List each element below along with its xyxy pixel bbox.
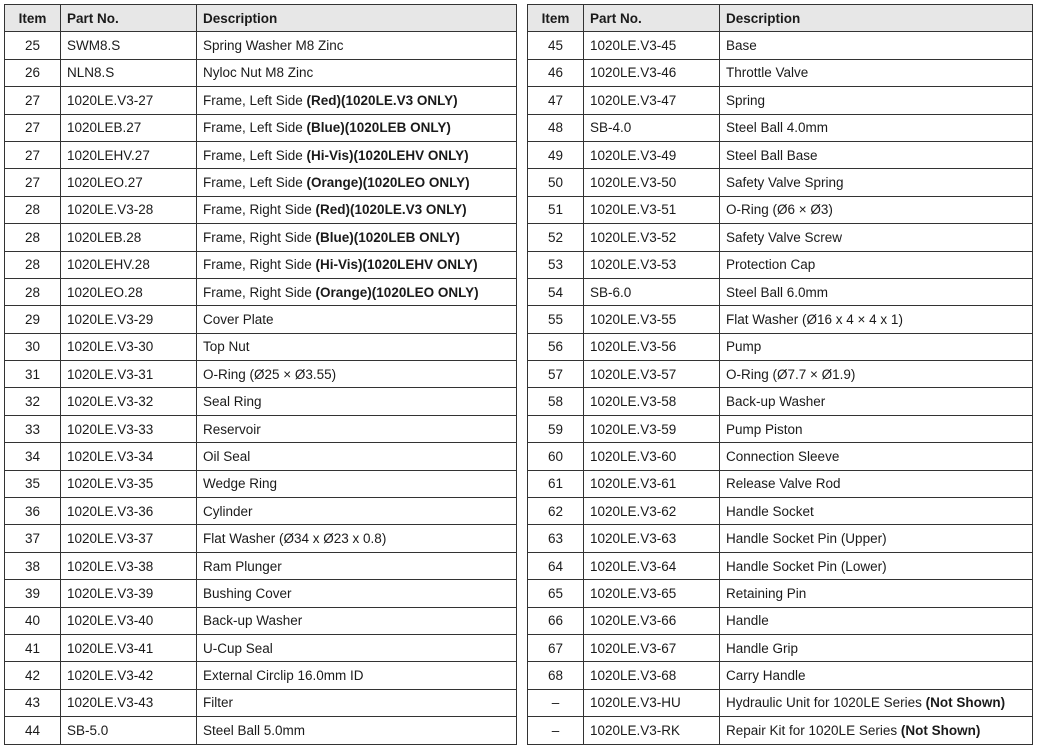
part-number-cell: 1020LE.V3-40 <box>61 607 197 634</box>
description-text: Wedge Ring <box>203 476 278 492</box>
column-header-part-no: Part No. <box>584 5 720 32</box>
description-text: Frame, Right Side <box>203 257 316 273</box>
table-row <box>528 333 1033 360</box>
table-row <box>528 580 1033 607</box>
table-row <box>528 552 1033 579</box>
description-cell <box>197 224 517 251</box>
table-row <box>5 552 517 579</box>
description-text: Handle Socket <box>726 503 814 519</box>
description-text: O-Ring (Ø7.7 × Ø1.9) <box>726 366 856 382</box>
description-cell <box>720 717 1033 744</box>
part-number-cell: 1020LE.V3-66 <box>584 607 720 634</box>
part-number-cell: 1020LE.V3-62 <box>584 498 720 525</box>
part-number-cell: 1020LEHV.28 <box>61 251 197 278</box>
description-cell <box>197 361 517 388</box>
description-emphasis: (Blue)(1020LEB ONLY) <box>315 229 460 245</box>
table-row <box>528 717 1033 744</box>
parts-table-left-body <box>5 32 517 744</box>
description-text: Back-up Washer <box>726 394 826 410</box>
item-cell: 37 <box>5 525 61 552</box>
part-number-cell: 1020LE.V3-36 <box>61 498 197 525</box>
part-number-cell: 1020LE.V3-HU <box>584 689 720 716</box>
item-cell: 47 <box>528 87 584 114</box>
part-number-cell: 1020LE.V3-41 <box>61 634 197 661</box>
item-cell: 42 <box>5 662 61 689</box>
description-cell <box>197 278 517 305</box>
part-number-cell: 1020LEB.28 <box>61 224 197 251</box>
description-cell <box>197 415 517 442</box>
part-number-cell: 1020LE.V3-46 <box>584 59 720 86</box>
item-cell: 28 <box>5 224 61 251</box>
table-row <box>528 141 1033 168</box>
item-cell: 45 <box>528 32 584 59</box>
table-row <box>5 278 517 305</box>
description-text: Cover Plate <box>203 311 274 327</box>
description-cell <box>720 306 1033 333</box>
part-number-cell: 1020LE.V3-30 <box>61 333 197 360</box>
description-text: Steel Ball 4.0mm <box>726 120 829 136</box>
description-text: Hydraulic Unit for 1020LE Series <box>726 695 926 711</box>
description-cell <box>720 443 1033 470</box>
description-cell <box>720 580 1033 607</box>
part-number-cell: 1020LE.V3-45 <box>584 32 720 59</box>
item-cell: 29 <box>5 306 61 333</box>
item-cell: 28 <box>5 251 61 278</box>
part-number-cell: 1020LE.V3-42 <box>61 662 197 689</box>
item-cell: 49 <box>528 141 584 168</box>
description-text: Throttle Valve <box>726 65 809 81</box>
table-row <box>5 251 517 278</box>
part-number-cell: 1020LE.V3-43 <box>61 689 197 716</box>
description-text: Frame, Left Side <box>203 120 307 136</box>
item-cell: 60 <box>528 443 584 470</box>
description-text: Spring <box>726 92 766 108</box>
description-cell <box>720 689 1033 716</box>
part-number-cell: 1020LE.V3-35 <box>61 470 197 497</box>
part-number-cell: 1020LE.V3-29 <box>61 306 197 333</box>
item-cell: 43 <box>5 689 61 716</box>
description-cell <box>720 59 1033 86</box>
item-cell: 27 <box>5 114 61 141</box>
part-number-cell: 1020LEB.27 <box>61 114 197 141</box>
description-text: Handle Grip <box>726 640 799 656</box>
description-text: Retaining Pin <box>726 585 807 601</box>
description-cell <box>197 169 517 196</box>
description-text: Seal Ring <box>203 394 262 410</box>
description-text: O-Ring (Ø25 × Ø3.55) <box>203 366 337 382</box>
description-emphasis: (Red)(1020LE.V3 ONLY) <box>306 92 458 108</box>
description-text: Cylinder <box>203 503 253 519</box>
part-number-cell: 1020LE.V3-64 <box>584 552 720 579</box>
table-row <box>5 333 517 360</box>
description-text: Frame, Left Side <box>203 147 307 163</box>
part-number-cell: 1020LE.V3-60 <box>584 443 720 470</box>
part-number-cell: 1020LE.V3-33 <box>61 415 197 442</box>
description-cell <box>720 169 1033 196</box>
description-text: Safety Valve Screw <box>726 229 843 245</box>
description-cell <box>197 607 517 634</box>
table-row <box>528 196 1033 223</box>
part-number-cell: SB-6.0 <box>584 278 720 305</box>
part-number-cell: 1020LE.V3-47 <box>584 87 720 114</box>
table-row <box>528 87 1033 114</box>
description-text: Oil Seal <box>203 448 251 464</box>
item-cell: 61 <box>528 470 584 497</box>
table-row <box>528 443 1033 470</box>
table-row <box>5 59 517 86</box>
item-cell: 28 <box>5 278 61 305</box>
item-cell: 55 <box>528 306 584 333</box>
description-cell <box>197 552 517 579</box>
part-number-cell: 1020LE.V3-37 <box>61 525 197 552</box>
part-number-cell: 1020LE.V3-56 <box>584 333 720 360</box>
description-cell <box>197 333 517 360</box>
description-cell <box>197 87 517 114</box>
description-emphasis: (Hi-Vis)(1020LEHV ONLY) <box>306 147 469 163</box>
item-cell: 46 <box>528 59 584 86</box>
description-text: Base <box>726 38 757 54</box>
part-number-cell: 1020LEO.28 <box>61 278 197 305</box>
part-number-cell: SB-4.0 <box>584 114 720 141</box>
table-row <box>5 415 517 442</box>
table-row <box>5 388 517 415</box>
description-cell <box>197 59 517 86</box>
table-row <box>5 224 517 251</box>
item-cell: 63 <box>528 525 584 552</box>
description-text: Flat Washer (Ø34 x Ø23 x 0.8) <box>203 531 387 547</box>
part-number-cell: 1020LE.V3-38 <box>61 552 197 579</box>
description-cell <box>720 388 1033 415</box>
table-row <box>528 388 1033 415</box>
item-cell: 34 <box>5 443 61 470</box>
description-text: Filter <box>203 695 233 711</box>
part-number-cell: 1020LE.V3-32 <box>61 388 197 415</box>
table-row <box>5 580 517 607</box>
description-text: Handle <box>726 613 769 629</box>
description-emphasis: (Orange)(1020LEO ONLY) <box>315 284 479 300</box>
description-text: Handle Socket Pin (Lower) <box>726 558 887 574</box>
description-cell <box>197 443 517 470</box>
description-text: Carry Handle <box>726 668 806 684</box>
item-cell: 33 <box>5 415 61 442</box>
column-header-description: Description <box>720 5 1033 32</box>
table-row <box>528 689 1033 716</box>
part-number-cell: SB-5.0 <box>61 717 197 744</box>
table-row <box>528 224 1033 251</box>
table-row <box>5 525 517 552</box>
column-header-part-no: Part No. <box>61 5 197 32</box>
description-cell <box>197 388 517 415</box>
part-number-cell: 1020LEHV.27 <box>61 141 197 168</box>
description-text: Release Valve Rod <box>726 476 841 492</box>
item-cell: 51 <box>528 196 584 223</box>
description-text: Repair Kit for 1020LE Series <box>726 722 901 738</box>
item-cell: 56 <box>528 333 584 360</box>
description-cell <box>197 306 517 333</box>
parts-table-right <box>527 4 1033 745</box>
table-row <box>528 607 1033 634</box>
description-cell <box>197 251 517 278</box>
part-number-cell: 1020LE.V3-27 <box>61 87 197 114</box>
item-cell: 65 <box>528 580 584 607</box>
description-emphasis: (Hi-Vis)(1020LEHV ONLY) <box>315 257 478 273</box>
description-cell <box>720 525 1033 552</box>
part-number-cell: 1020LE.V3-58 <box>584 388 720 415</box>
table-row <box>5 141 517 168</box>
description-text: Protection Cap <box>726 257 816 273</box>
part-number-cell: NLN8.S <box>61 59 197 86</box>
description-text: Pump <box>726 339 762 355</box>
part-number-cell: 1020LE.V3-57 <box>584 361 720 388</box>
table-row <box>528 415 1033 442</box>
table-row <box>528 662 1033 689</box>
part-number-cell: 1020LE.V3-63 <box>584 525 720 552</box>
table-row <box>528 634 1033 661</box>
part-number-cell: 1020LE.V3-68 <box>584 662 720 689</box>
description-text: Top Nut <box>203 339 250 355</box>
column-header-item: Item <box>5 5 61 32</box>
description-cell <box>197 32 517 59</box>
item-cell: 57 <box>528 361 584 388</box>
description-cell <box>720 141 1033 168</box>
item-cell: 68 <box>528 662 584 689</box>
description-text: Frame, Left Side <box>203 175 307 191</box>
description-cell <box>720 87 1033 114</box>
description-cell <box>720 470 1033 497</box>
table-row <box>5 634 517 661</box>
description-cell <box>720 251 1033 278</box>
table-row <box>5 169 517 196</box>
description-cell <box>197 689 517 716</box>
table-row <box>528 114 1033 141</box>
item-cell: – <box>528 689 584 716</box>
description-text: Frame, Left Side <box>203 92 307 108</box>
column-header-item: Item <box>528 5 584 32</box>
item-cell: 38 <box>5 552 61 579</box>
item-cell: 48 <box>528 114 584 141</box>
description-cell <box>720 415 1033 442</box>
description-text: Bushing Cover <box>203 585 292 601</box>
item-cell: 66 <box>528 607 584 634</box>
part-number-cell: 1020LE.V3-RK <box>584 717 720 744</box>
table-row <box>528 470 1033 497</box>
description-text: Frame, Right Side <box>203 202 316 218</box>
description-text: Steel Ball 6.0mm <box>726 284 829 300</box>
table-row <box>5 498 517 525</box>
item-cell: 35 <box>5 470 61 497</box>
part-number-cell: 1020LE.V3-61 <box>584 470 720 497</box>
item-cell: 58 <box>528 388 584 415</box>
table-row <box>5 87 517 114</box>
description-text: Handle Socket Pin (Upper) <box>726 531 887 547</box>
part-number-cell: 1020LE.V3-28 <box>61 196 197 223</box>
description-cell <box>197 662 517 689</box>
description-text: External Circlip 16.0mm ID <box>203 668 364 684</box>
table-row <box>528 278 1033 305</box>
item-cell: 27 <box>5 169 61 196</box>
description-cell <box>197 498 517 525</box>
description-cell <box>720 224 1033 251</box>
table-row <box>5 717 517 744</box>
item-cell: 26 <box>5 59 61 86</box>
table-row <box>5 607 517 634</box>
description-cell <box>720 32 1033 59</box>
part-number-cell: 1020LE.V3-59 <box>584 415 720 442</box>
description-cell <box>720 552 1033 579</box>
description-text: O-Ring (Ø6 × Ø3) <box>726 202 833 218</box>
table-row <box>528 32 1033 59</box>
description-emphasis: (Blue)(1020LEB ONLY) <box>306 120 451 136</box>
table-row <box>5 662 517 689</box>
description-text: Frame, Right Side <box>203 229 316 245</box>
description-cell <box>197 470 517 497</box>
table-row <box>528 525 1033 552</box>
part-number-cell: SWM8.S <box>61 32 197 59</box>
table-row <box>528 306 1033 333</box>
column-header-description: Description <box>197 5 517 32</box>
item-cell: 40 <box>5 607 61 634</box>
description-cell <box>197 196 517 223</box>
part-number-cell: 1020LE.V3-67 <box>584 634 720 661</box>
description-emphasis: (Red)(1020LE.V3 ONLY) <box>315 202 467 218</box>
item-cell: 36 <box>5 498 61 525</box>
item-cell: 67 <box>528 634 584 661</box>
part-number-cell: 1020LE.V3-49 <box>584 141 720 168</box>
description-cell <box>720 498 1033 525</box>
table-row <box>528 498 1033 525</box>
table-row <box>528 59 1033 86</box>
description-cell <box>197 114 517 141</box>
description-cell <box>720 278 1033 305</box>
parts-table-right-body <box>528 32 1033 744</box>
description-text: Frame, Right Side <box>203 284 316 300</box>
description-cell <box>720 634 1033 661</box>
part-number-cell: 1020LE.V3-55 <box>584 306 720 333</box>
description-cell <box>720 196 1033 223</box>
part-number-cell: 1020LEO.27 <box>61 169 197 196</box>
description-emphasis: (Orange)(1020LEO ONLY) <box>306 175 470 191</box>
description-text: Steel Ball Base <box>726 147 818 163</box>
description-cell <box>197 634 517 661</box>
table-row <box>5 443 517 470</box>
table-row <box>5 32 517 59</box>
item-cell: 39 <box>5 580 61 607</box>
description-cell <box>197 141 517 168</box>
item-cell: 27 <box>5 141 61 168</box>
description-text: Nyloc Nut M8 Zinc <box>203 65 314 81</box>
table-row <box>528 169 1033 196</box>
part-number-cell: 1020LE.V3-34 <box>61 443 197 470</box>
table-row <box>5 689 517 716</box>
item-cell: 44 <box>5 717 61 744</box>
description-text: Ram Plunger <box>203 558 282 574</box>
item-cell: 50 <box>528 169 584 196</box>
table-header-row <box>5 5 517 32</box>
description-text: Pump Piston <box>726 421 803 437</box>
part-number-cell: 1020LE.V3-50 <box>584 169 720 196</box>
description-emphasis: (Not Shown) <box>925 695 1006 711</box>
item-cell: 64 <box>528 552 584 579</box>
description-cell <box>197 580 517 607</box>
table-row <box>5 361 517 388</box>
description-cell <box>197 525 517 552</box>
table-row <box>5 306 517 333</box>
table-row <box>528 361 1033 388</box>
description-text: Steel Ball 5.0mm <box>203 722 306 738</box>
part-number-cell: 1020LE.V3-39 <box>61 580 197 607</box>
item-cell: 28 <box>5 196 61 223</box>
description-cell <box>720 361 1033 388</box>
table-row <box>528 251 1033 278</box>
item-cell: 30 <box>5 333 61 360</box>
description-cell <box>720 662 1033 689</box>
description-text: Reservoir <box>203 421 261 437</box>
description-text: Flat Washer (Ø16 x 4 × 4 x 1) <box>726 311 903 327</box>
item-cell: – <box>528 717 584 744</box>
table-row <box>5 114 517 141</box>
description-text: Connection Sleeve <box>726 448 840 464</box>
table-row <box>5 196 517 223</box>
table-header-row <box>528 5 1033 32</box>
parts-table-left <box>4 4 517 745</box>
description-text: Spring Washer M8 Zinc <box>203 38 344 54</box>
part-number-cell: 1020LE.V3-31 <box>61 361 197 388</box>
part-number-cell: 1020LE.V3-65 <box>584 580 720 607</box>
item-cell: 32 <box>5 388 61 415</box>
item-cell: 52 <box>528 224 584 251</box>
item-cell: 62 <box>528 498 584 525</box>
item-cell: 59 <box>528 415 584 442</box>
item-cell: 27 <box>5 87 61 114</box>
part-number-cell: 1020LE.V3-53 <box>584 251 720 278</box>
description-text: Safety Valve Spring <box>726 175 844 191</box>
description-cell <box>720 607 1033 634</box>
description-text: Back-up Washer <box>203 613 303 629</box>
description-cell <box>197 717 517 744</box>
description-emphasis: (Not Shown) <box>900 722 981 738</box>
description-cell <box>720 114 1033 141</box>
item-cell: 41 <box>5 634 61 661</box>
part-number-cell: 1020LE.V3-51 <box>584 196 720 223</box>
item-cell: 53 <box>528 251 584 278</box>
item-cell: 25 <box>5 32 61 59</box>
table-row <box>5 470 517 497</box>
item-cell: 31 <box>5 361 61 388</box>
description-text: U-Cup Seal <box>203 640 273 656</box>
item-cell: 54 <box>528 278 584 305</box>
part-number-cell: 1020LE.V3-52 <box>584 224 720 251</box>
description-cell <box>720 333 1033 360</box>
